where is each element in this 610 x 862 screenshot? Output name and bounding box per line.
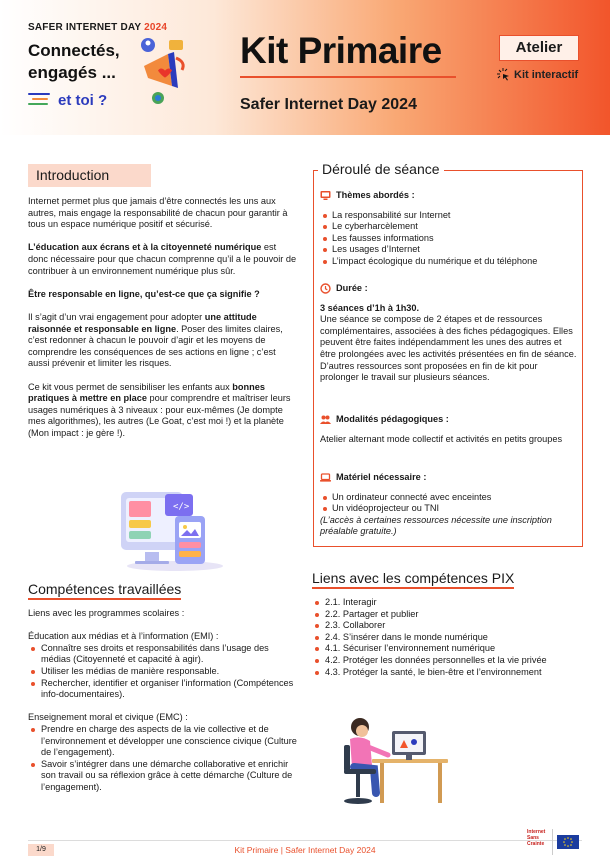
screen-icon: [320, 190, 331, 201]
duree-section: [320, 283, 578, 384]
list-item: 4.2. Protéger les données personnelles et la vie privée: [312, 655, 582, 667]
list-item: L’impact écologique du numérique et du téléphone: [320, 256, 578, 268]
competences-body: [28, 608, 298, 805]
list-item: Connaître ses droits et responsabilités dans l’usage des médias (Citoyenneté et capacité à agir).: [28, 643, 298, 666]
eu-flag-icon: [557, 835, 579, 849]
list-item: Rechercher, identifier et organiser l’information (Compétences info-documentaires).: [28, 678, 298, 701]
intro-p2-rest: est donc nécessaire pour que chacun comprenne qu’il a le pouvoir de contribuer à un environnement numérique plus sûr.: [28, 242, 297, 276]
clock-icon: [320, 283, 331, 294]
duree-text: Une séance se compose de 2 étapes et de ressources complémentaires, associées à des fiches pédagogiques. Elles peuvent être faites indépendamment les unes des autres et être prolongées avec les activités présentées en fin de séance.: [320, 314, 577, 359]
intro-paragraph-4: [28, 312, 298, 370]
footer-divider: [28, 840, 582, 841]
duree-title: Durée :: [336, 283, 368, 293]
intro-paragraph-5: [28, 382, 298, 440]
deroule-heading: Déroulé de séance: [318, 161, 444, 177]
list-item: Utiliser les médias de manière responsable.: [28, 666, 298, 678]
materiel-section: [320, 472, 578, 538]
megaphone-icon: [138, 36, 190, 106]
materiel-title: Matériel nécessaire :: [336, 472, 427, 482]
footer-text: Kit Primaire | Safer Internet Day 2024: [234, 845, 376, 855]
title-underline: [240, 76, 456, 78]
tagline-line-2: engagés ...: [28, 63, 116, 82]
list-item: 2.4. S’insérer dans le monde numérique: [312, 632, 582, 644]
introduction-heading: Introduction: [28, 164, 151, 187]
intro-p5-a: Ce kit vous permet de sensibiliser les enfants aux: [28, 381, 233, 392]
emi-block: [28, 631, 298, 701]
svg-text:</>: </>: [173, 502, 190, 512]
list-item: 2.3. Collaborer: [312, 620, 582, 632]
intro-p5-bold: bonnes pratiques à mettre en place: [28, 381, 265, 404]
logo-word-2: Sans: [527, 835, 539, 841]
intro-p4-c: . Poser des limites claires, c’est redonner à chacun le pouvoir d’agir et les moyens de comprendre les conséquences de ses actions en ligne ; c’est aussi prévenir et limiter les risques.: [28, 323, 283, 369]
list-item: Le cyberharcèlement: [320, 221, 578, 233]
emc-list: [28, 724, 298, 794]
kit-label-text: Kit interactif: [514, 68, 579, 81]
event-label: [28, 22, 167, 33]
atelier-badge: Atelier: [499, 35, 579, 61]
computer-illustration: [115, 486, 227, 572]
intro-question: Être responsable en ligne, qu’est-ce que ça signifie ?: [28, 288, 260, 299]
group-icon: [320, 414, 331, 425]
tagline-line-1: Connectés,: [28, 41, 120, 60]
list-item: 2.2. Partager et publier: [312, 609, 582, 621]
page-subtitle: Safer Internet Day 2024: [240, 96, 417, 113]
header-banner: [0, 0, 610, 135]
materiel-list: [320, 492, 578, 515]
kit-label: [497, 68, 578, 81]
list-item: Les usages d’Internet: [320, 244, 578, 256]
tagline: [28, 40, 120, 109]
competences-intro: Liens avec les programmes scolaires :: [28, 608, 185, 618]
themes-section: [320, 190, 578, 268]
list-item: 2.1. Interagir: [312, 597, 582, 609]
intro-p2-bold: L’éducation aux écrans et à la citoyenneté numérique: [28, 242, 262, 253]
modalites-text: Atelier alternant mode collectif et activités en petits groupes: [320, 433, 563, 444]
pix-heading: Liens avec les compétences PIX: [312, 570, 514, 589]
intro-paragraph-1: Internet permet plus que jamais d’être connectés les uns aux autres, mais engage la responsabilité de chacun pour garantir à tous un espace numérique positif et sécurisé.: [28, 196, 288, 230]
list-item: Un ordinateur connecté avec enceintes: [320, 492, 578, 504]
student-at-computer-illustration: [330, 715, 450, 807]
emi-title: Éducation aux médias et à l’information (EMI) :: [28, 631, 219, 642]
duree-text-2: D’autres ressources sont proposées en fin de kit pour prolonger le travail sur plusieurs séances.: [320, 360, 538, 383]
introduction-body: [28, 196, 298, 451]
list-item: La responsabilité sur Internet: [320, 210, 578, 222]
internet-sans-crainte-logo: [527, 829, 553, 855]
page-title: Kit Primaire: [240, 30, 442, 71]
list-item: Savoir s’intégrer dans une démarche collaborative et enrichir son travail ou sa réflexion grâce à cette démarche (Culture de l’engagement).: [28, 759, 298, 794]
list-item: Un vidéoprojecteur ou TNI: [320, 503, 578, 515]
themes-title: Thèmes abordés :: [336, 190, 415, 200]
modalites-section: [320, 414, 578, 445]
tagline-line-3: et toi ?: [58, 92, 108, 109]
list-item: Les fausses informations: [320, 233, 578, 245]
materiel-note: (L’accès à certaines ressources nécessite une inscription préalable gratuite.): [320, 514, 552, 537]
intro-p5-c: pour comprendre et maîtriser leurs usages numériques à 3 niveaux : pour eux-mêmes (Je dompte mes algorithmes), les autres (Le Goat, c’est moi !) et la planète (Mon impact : je gère !).: [28, 393, 291, 438]
laptop-icon: [320, 472, 331, 483]
competences-heading: Compétences travaillées: [28, 581, 181, 600]
footer-logos: [527, 829, 579, 855]
speed-lines-icon: [28, 93, 54, 105]
intro-p4-a: Il s’agit d’un vrai engagement pour adopter: [28, 311, 205, 322]
pix-body: [312, 597, 582, 678]
pointer-click-icon: [497, 68, 510, 81]
intro-p4-bold: une attitude raisonnée et responsable en ligne: [28, 311, 257, 334]
event-name: SAFER INTERNET DAY: [28, 22, 142, 33]
list-item: 4.1. Sécuriser l’environnement numérique: [312, 643, 582, 655]
intro-paragraph-2: [28, 242, 298, 277]
pix-list: [312, 597, 582, 678]
modalites-title: Modalités pédagogiques :: [336, 414, 449, 424]
emc-block: [28, 712, 298, 793]
event-year: 2024: [144, 22, 168, 33]
logo-word-1: Internet: [527, 829, 546, 835]
emi-list: [28, 643, 298, 701]
duree-bold: 3 séances d’1h à 1h30.: [320, 302, 420, 313]
logo-word-3: Crainte: [527, 841, 545, 847]
emc-title: Enseignement moral et civique (EMC) :: [28, 712, 188, 723]
page-number: 1/9: [28, 844, 54, 856]
list-item: Prendre en charge des aspects de la vie collective et de l’environnement et développer une conscience civique (Culture de l’engagement).: [28, 724, 298, 759]
themes-list: [320, 210, 578, 268]
list-item: 4.3. Protéger la santé, le bien-être et l’environnement: [312, 667, 582, 679]
